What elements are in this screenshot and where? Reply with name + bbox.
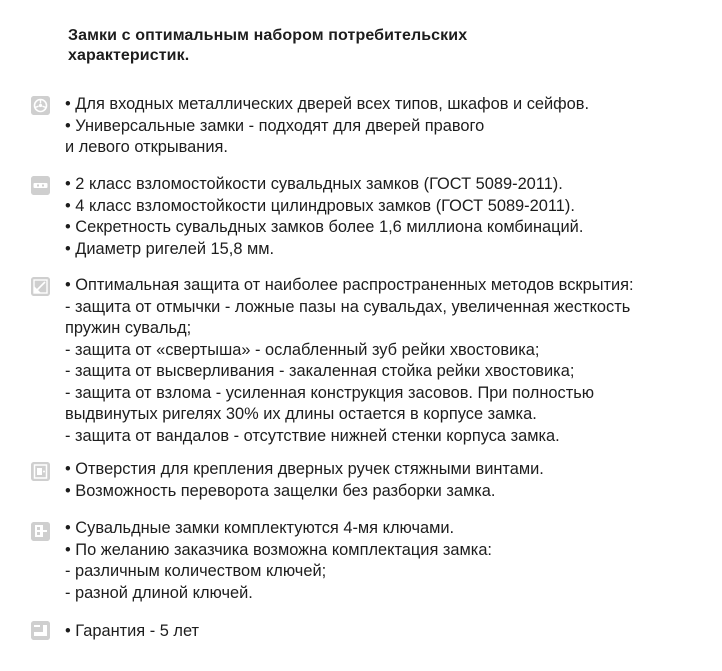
feature-line: • Отверстия для крепления дверных ручек стяжными винтами. xyxy=(65,460,544,478)
feature-line: - защита от отмычки - ложные пазы на сувальдах, увеличенная жесткость xyxy=(65,297,631,316)
feature-line: • Оптимальная защита от наиболее распространенных методов вскрытия: xyxy=(65,276,634,294)
key-icon xyxy=(31,522,50,541)
feature-line: • По желанию заказчика возможна комплектация замка: xyxy=(65,540,492,559)
feature-line: • 2 класс взломостойкости сувальдных замков (ГОСТ 5089-2011). xyxy=(65,175,563,193)
feature-line: • Гарантия - 5 лет xyxy=(65,622,200,640)
bolt-icon xyxy=(31,176,50,195)
feature-line: • Диаметр ригелей 15,8 мм. xyxy=(65,239,275,258)
feature-line: - защита от взлома - усиленная конструкция засовов. При полностью xyxy=(65,383,595,402)
feature-line: - защита от вандалов - отсутствие нижней стенки корпуса замка. xyxy=(65,426,560,445)
page-title xyxy=(68,26,467,66)
lock-body-icon xyxy=(31,462,50,481)
feature-line: и левого открывания. xyxy=(65,138,228,156)
feature-line: - разной длиной ключей. xyxy=(65,583,253,602)
feature-line: - защита от «свертыша» - ослабленный зуб рейки хвостовика; xyxy=(65,340,540,359)
feature-line: • Для входных металлических дверей всех типов, шкафов и сейфов. xyxy=(65,95,590,113)
title-line-1: Замки с оптимальным набором потребительских xyxy=(68,27,468,44)
feature-line: - различным количеством ключей; xyxy=(65,562,327,580)
feature-line: • 4 класс взломостойкости цилиндровых замков (ГОСТ 5089-2011). xyxy=(65,196,575,215)
feature-line: выдвинутых ригелях 30% их длины остается в корпусе замка. xyxy=(65,405,537,423)
shield-icon xyxy=(31,277,50,296)
feature-line: - защита от высверливания - закаленная стойка рейки хвостовика; xyxy=(65,362,575,380)
door-lock-icon xyxy=(31,96,50,115)
feature-line: пружин сувальд; xyxy=(65,319,192,337)
feature-line: • Возможность переворота защелки без разборки замка. xyxy=(65,481,496,500)
title-line-2: характеристик. xyxy=(68,47,190,64)
feature-line: • Сувальдные замки комплектуются 4-мя ключами. xyxy=(65,519,455,537)
feature-line: • Секретность сувальдных замков более 1,6 миллиона комбинаций. xyxy=(65,218,584,236)
warranty-icon xyxy=(31,621,50,640)
feature-line: • Универсальные замки - подходят для дверей правого xyxy=(65,116,485,135)
